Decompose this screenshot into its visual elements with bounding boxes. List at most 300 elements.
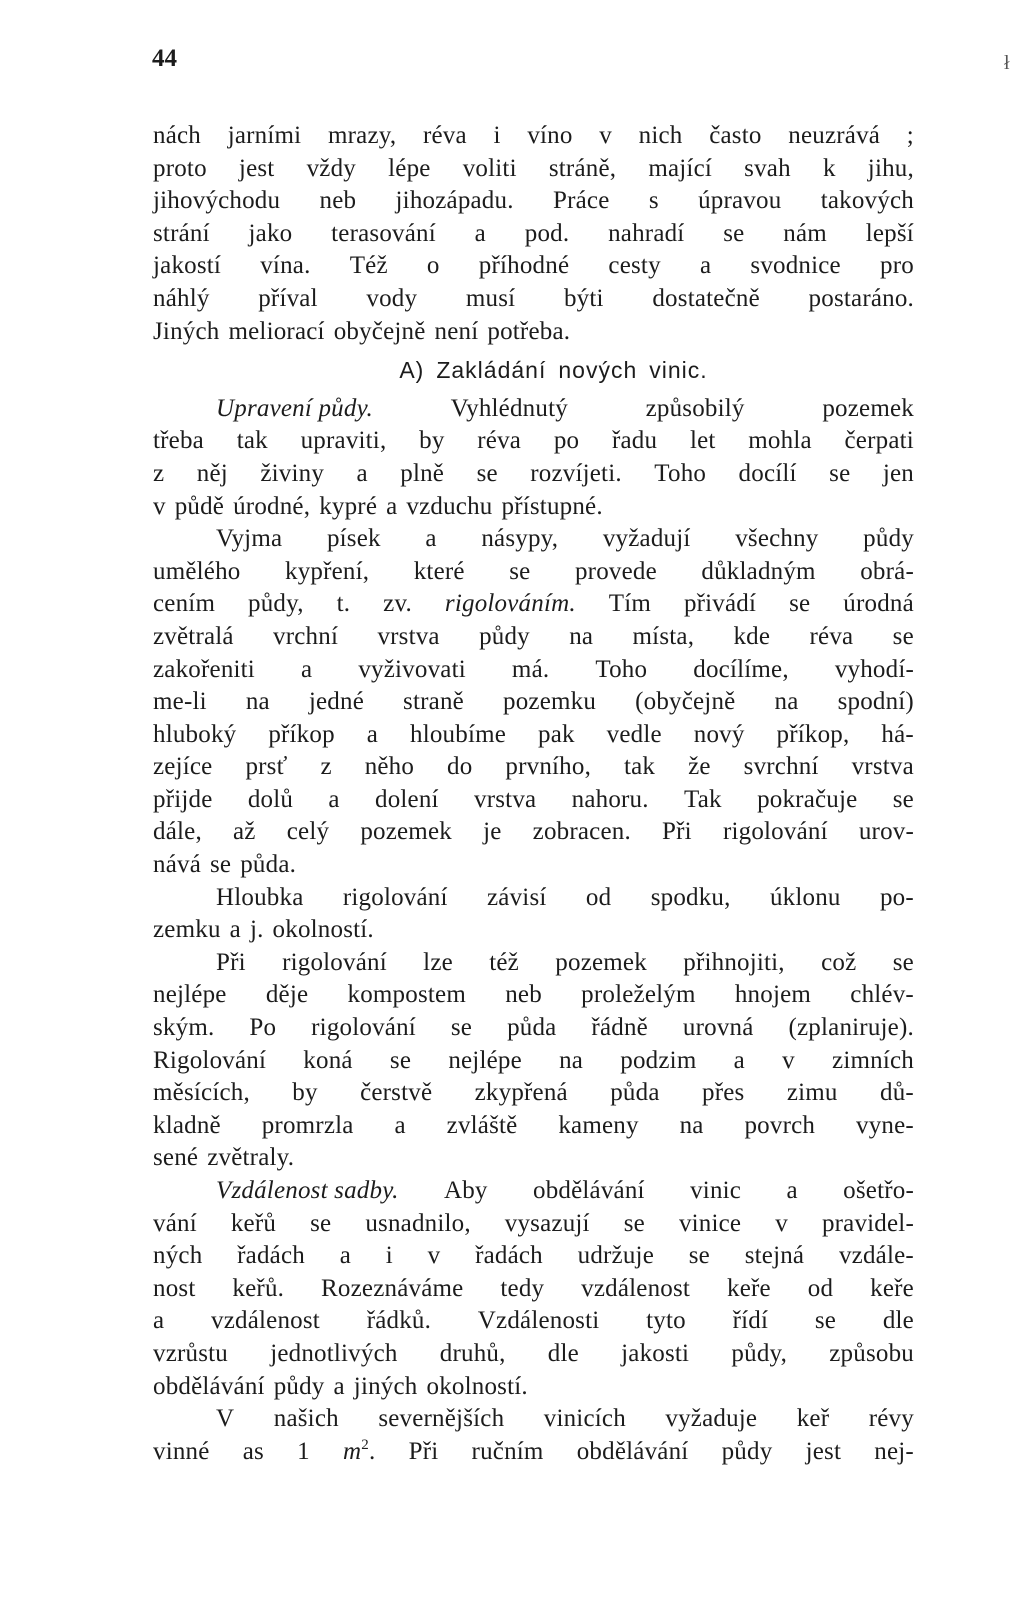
word: svrchní: [743, 753, 819, 781]
word: půda: [610, 1079, 660, 1107]
word: Při: [662, 818, 692, 846]
word: réva: [477, 427, 522, 455]
text-line: [153, 1403, 914, 1436]
word: docílí: [738, 459, 797, 487]
word: od: [585, 883, 612, 911]
word: spodní): [837, 688, 914, 716]
word: rigolování: [722, 818, 828, 846]
word: ných: [153, 1242, 203, 1270]
word: musí: [465, 284, 516, 312]
word: třeba: [153, 427, 204, 455]
word: příkop,: [776, 720, 850, 748]
word: se: [389, 1046, 412, 1074]
word: (zplaniruje).: [788, 1014, 914, 1042]
word: Vzdálenosti: [477, 1307, 600, 1335]
word: se: [476, 459, 498, 487]
word: děje: [265, 981, 309, 1009]
word: Hloubka: [216, 883, 304, 911]
word: se: [892, 622, 914, 650]
word: usnadnilo,: [365, 1209, 471, 1237]
word: proleželým: [581, 981, 696, 1009]
word: keřů.: [232, 1274, 285, 1302]
word: urov-: [858, 818, 914, 846]
word: nám: [783, 219, 827, 247]
word: se: [210, 851, 232, 879]
word: zakořeniti: [153, 655, 255, 683]
word: vyne-: [856, 1111, 914, 1139]
body-text: [153, 120, 914, 1468]
word: zobracen.: [532, 818, 631, 846]
word: se: [688, 1242, 710, 1270]
word: a: [386, 492, 398, 520]
word: pozemek: [555, 948, 647, 976]
word: na: [559, 1046, 584, 1074]
word: se: [310, 1209, 332, 1237]
word: meliorací: [228, 317, 325, 345]
word: se: [814, 1307, 837, 1335]
text-line: [153, 1273, 914, 1306]
word: nách: [153, 122, 201, 149]
word: vyhodí-: [834, 655, 914, 683]
word: a: [301, 655, 313, 683]
text-line: [153, 1436, 914, 1469]
word: A): [399, 357, 425, 384]
word: nejlépe: [448, 1046, 522, 1074]
word: dolů: [247, 785, 294, 813]
text-line: [153, 153, 914, 186]
word: by: [419, 427, 445, 455]
word: k: [822, 154, 836, 182]
word: stejná: [744, 1242, 805, 1270]
text-line: [153, 1077, 914, 1110]
word: a: [333, 1372, 345, 1400]
text-line: [153, 491, 914, 524]
word: vinic.: [649, 357, 708, 384]
text-line: [153, 1371, 914, 1404]
word: se: [450, 1014, 473, 1042]
word: obdělávání: [533, 1177, 645, 1204]
word: jakostí: [153, 252, 222, 280]
word: cesty: [608, 252, 661, 280]
word: takových: [820, 187, 914, 215]
word: pravidel-: [821, 1209, 914, 1237]
word: a: [366, 720, 379, 748]
word: z: [320, 753, 332, 781]
word: není: [434, 317, 479, 345]
word: neb: [319, 187, 357, 215]
word: na: [245, 688, 270, 716]
word: Při: [408, 1437, 439, 1465]
word: má.: [511, 655, 550, 683]
word: též: [489, 948, 519, 976]
word: což: [821, 948, 857, 976]
word: na: [679, 1111, 704, 1139]
word: něj: [196, 459, 228, 487]
word: mající: [648, 154, 713, 182]
word: pak: [538, 720, 575, 748]
word: zimních: [832, 1046, 914, 1074]
word: hnojem: [734, 981, 812, 1009]
word: Zakládání: [436, 357, 547, 384]
word: tak: [236, 427, 268, 455]
word: promrzla: [261, 1111, 354, 1139]
word: víno: [527, 122, 573, 149]
word: v: [427, 1242, 441, 1270]
word: kypré: [319, 492, 378, 520]
word: po: [553, 427, 580, 455]
word: vzduchu: [406, 492, 493, 520]
word: půdy,: [248, 590, 304, 618]
word: pozemek: [360, 818, 452, 846]
word: Po: [249, 1014, 277, 1042]
word: řadu: [611, 427, 658, 455]
word: na: [774, 688, 799, 716]
word: nej-: [874, 1437, 914, 1465]
word: úrodná: [843, 590, 914, 618]
word: které: [413, 557, 465, 585]
word: v: [782, 1046, 795, 1074]
unit-square-meter: [343, 1436, 375, 1469]
text-line: [153, 816, 914, 849]
word: plně: [400, 459, 445, 487]
word: Vyhlédnutý: [450, 394, 568, 422]
text-line: [153, 556, 914, 589]
section-heading: [153, 354, 914, 387]
word: půdy: [721, 1437, 773, 1465]
word: místa,: [632, 622, 695, 650]
word: dolení: [375, 785, 439, 813]
word: živiny: [260, 459, 325, 487]
word: vzrůstu: [153, 1339, 228, 1367]
text-line: [153, 784, 914, 817]
word: docílíme,: [693, 655, 789, 683]
word: let: [689, 427, 716, 455]
word: zkypřená: [474, 1079, 568, 1107]
word: há-: [881, 720, 914, 748]
word: násypy,: [481, 525, 559, 553]
text-line: [153, 393, 914, 426]
word: všechny: [735, 525, 819, 553]
word: Aby: [443, 1177, 488, 1204]
word: nich: [638, 122, 683, 149]
text-line: [153, 250, 914, 283]
word: a: [733, 1046, 745, 1074]
word: půdy,: [731, 1339, 788, 1367]
word: řádků.: [366, 1307, 432, 1335]
word: povrch: [744, 1111, 816, 1139]
text-line: [153, 1142, 914, 1175]
text-line: [153, 719, 914, 752]
text-line: [153, 751, 914, 784]
word: severnějších: [378, 1405, 505, 1433]
text-line: [153, 425, 914, 458]
word: řádně: [591, 1014, 648, 1042]
word: postaráno.: [808, 284, 914, 312]
word: straně: [403, 688, 464, 716]
word: a: [699, 252, 712, 280]
word: vrchní: [273, 622, 339, 650]
text-line: [153, 1110, 914, 1143]
word: Tím: [608, 590, 651, 618]
text-line: [153, 120, 914, 153]
word: upraviti,: [300, 427, 387, 455]
text-line: [153, 588, 914, 621]
word: druhů,: [439, 1339, 506, 1367]
word: úrodné,: [233, 492, 311, 520]
word: okolností.: [426, 1372, 528, 1400]
word: sené: [153, 1144, 199, 1172]
word: že: [688, 753, 711, 781]
text-line: [153, 686, 914, 719]
word: půda: [507, 1014, 557, 1042]
word: okolností.: [272, 916, 374, 944]
word: ským.: [153, 1014, 215, 1042]
edge-mark: ł: [1004, 52, 1010, 74]
word: tedy: [500, 1274, 545, 1302]
word: býti: [563, 284, 604, 312]
word: půda.: [240, 851, 297, 879]
word: přihnojiti,: [683, 948, 785, 976]
word: se: [623, 1209, 645, 1237]
word: nových: [558, 357, 638, 384]
word: a: [229, 916, 241, 944]
word: příval: [258, 284, 318, 312]
word: celý: [286, 818, 330, 846]
word: pozemek: [822, 394, 914, 422]
word: koná: [303, 1046, 353, 1074]
word: keřů: [230, 1209, 277, 1237]
word: v: [153, 492, 166, 520]
word: řadách: [237, 1242, 305, 1270]
word: čerstvě: [360, 1079, 433, 1107]
word: měsících,: [153, 1079, 250, 1107]
word: jihu,: [867, 154, 914, 182]
word: se: [723, 219, 745, 247]
word: Rigolování: [153, 1046, 267, 1074]
word: zv.: [383, 590, 412, 618]
word: jako: [248, 219, 293, 247]
word: 1: [297, 1437, 310, 1465]
word: lepší: [865, 219, 914, 247]
word: hluboký: [153, 720, 237, 748]
word: svodnice: [750, 252, 841, 280]
text-line: [153, 218, 914, 251]
word: o: [426, 252, 440, 280]
word: svah: [744, 154, 791, 182]
word: rigolování: [282, 948, 387, 976]
word: rozvíjeti.: [530, 459, 622, 487]
word: Při: [216, 948, 246, 976]
word: pro: [880, 252, 914, 280]
word: udržuje: [577, 1242, 654, 1270]
word: a: [328, 785, 340, 813]
text-line: [153, 914, 914, 947]
paragraph-heading: Vzdálenost sadby.: [216, 1177, 399, 1204]
word: umělého: [153, 557, 241, 585]
word: dostatečně: [652, 284, 760, 312]
word: zemku: [153, 916, 221, 944]
word: půdy: [273, 1372, 325, 1400]
word: až: [233, 818, 256, 846]
text-line: [153, 1208, 914, 1241]
word: neb: [505, 981, 542, 1009]
word: obyčejně: [333, 317, 426, 345]
word: urovná: [682, 1014, 754, 1042]
word: z: [153, 459, 165, 487]
word: neuzrává: [788, 122, 881, 149]
word: vody: [366, 284, 418, 312]
word: nahradí: [608, 219, 685, 247]
paragraph-heading: Upravení půdy.: [216, 394, 373, 422]
word: vína.: [260, 252, 311, 280]
word: Toho: [595, 655, 648, 683]
word: a: [356, 459, 368, 487]
word: vrstva: [377, 622, 440, 650]
word: se: [509, 557, 531, 585]
word: vyžadují: [602, 525, 691, 553]
word: a: [425, 525, 437, 553]
word: Toho: [654, 459, 707, 487]
text-line: [153, 1012, 914, 1045]
word: mrazy,: [327, 122, 397, 149]
word: nává: [153, 851, 201, 879]
word: potřeba.: [487, 317, 571, 345]
word: příhodné: [478, 252, 570, 280]
unit-period: .: [368, 1437, 376, 1465]
word: a: [474, 219, 486, 247]
text-line: [153, 523, 914, 556]
word: do: [447, 753, 473, 781]
word: jedné: [308, 688, 364, 716]
text-line: [153, 1175, 914, 1208]
word: Práce: [552, 187, 610, 215]
word: se: [829, 459, 851, 487]
word: řadách: [475, 1242, 543, 1270]
word: proto: [153, 154, 207, 182]
word: kompostem: [347, 981, 466, 1009]
word: podzim: [620, 1046, 697, 1074]
word: keře: [870, 1274, 914, 1302]
word: obrá-: [860, 557, 914, 585]
word: me-li: [153, 688, 207, 716]
word: rigolování: [342, 883, 448, 911]
word: terasování: [331, 219, 436, 247]
word: dů-: [880, 1079, 914, 1107]
word: zimu: [786, 1079, 838, 1107]
page-number: 44: [152, 45, 177, 72]
word: nahoru.: [571, 785, 649, 813]
word: (obyčejně: [635, 688, 736, 716]
word: obdělávání: [153, 1372, 265, 1400]
word: v: [599, 122, 612, 149]
word: přivádí: [683, 590, 757, 618]
word: provede: [574, 557, 657, 585]
word: réva: [809, 622, 854, 650]
word: náhlý: [153, 284, 210, 312]
word: jiných: [353, 1372, 418, 1400]
word: vinice: [678, 1209, 742, 1237]
word: úklonu: [769, 883, 841, 911]
word: réva: [422, 122, 467, 149]
text-line: [153, 621, 914, 654]
word: vzdálenost: [581, 1274, 691, 1302]
word: rigolováním.: [444, 590, 576, 618]
word: po-: [879, 883, 914, 911]
unit-exponent: 2: [361, 1436, 369, 1453]
word: j.: [249, 916, 264, 944]
text-line: [153, 947, 914, 980]
text-line: [153, 316, 914, 349]
word: strání: [153, 219, 210, 247]
word: jarními: [227, 122, 302, 149]
word: příkop: [268, 720, 335, 748]
word: Rozeznáváme: [321, 1274, 464, 1302]
word: vzdále-: [838, 1242, 914, 1270]
word: našich: [273, 1405, 339, 1433]
word: keře: [727, 1274, 771, 1302]
word: v: [775, 1209, 788, 1237]
word: zvláště: [446, 1111, 518, 1139]
word: révy: [868, 1405, 914, 1433]
word: kladně: [153, 1111, 221, 1139]
word: vysazují: [504, 1209, 590, 1237]
word: ručním: [471, 1437, 544, 1465]
word: Vyjma: [216, 525, 283, 553]
word: závisí: [487, 883, 547, 911]
word: s: [648, 187, 659, 215]
word: dle: [547, 1339, 579, 1367]
word: jakosti: [621, 1339, 690, 1367]
word: kameny: [558, 1111, 639, 1139]
word: kypření,: [285, 557, 370, 585]
word: nový: [693, 720, 745, 748]
word: by: [292, 1079, 318, 1107]
word: způsobilý: [645, 394, 745, 422]
word: vždy: [306, 154, 356, 182]
word: důkladným: [701, 557, 816, 585]
word: vrstva: [851, 753, 914, 781]
word: vyžaduje: [665, 1405, 758, 1433]
word: zvětraly.: [207, 1144, 295, 1172]
word: cením: [153, 590, 216, 618]
word: jednotlivých: [270, 1339, 398, 1367]
word: od: [807, 1274, 834, 1302]
word: něho: [364, 753, 415, 781]
word: t.: [336, 590, 351, 618]
word: chlév-: [850, 981, 914, 1009]
word: se: [892, 785, 914, 813]
word: jihozápadu.: [395, 187, 514, 215]
word: prvního,: [505, 753, 592, 781]
word: zejíce: [153, 753, 213, 781]
word: zvětralá: [153, 622, 234, 650]
word: dle: [882, 1307, 914, 1335]
word: voliti: [462, 154, 517, 182]
word: půdě: [174, 492, 225, 520]
word: mohla: [748, 427, 812, 455]
word: řídí: [732, 1307, 769, 1335]
word: rigolování: [311, 1014, 416, 1042]
text-line: [153, 1338, 914, 1371]
word: nost: [153, 1274, 196, 1302]
text-line: [153, 185, 914, 218]
word: keř: [796, 1405, 830, 1433]
word: as: [242, 1437, 264, 1465]
word: prsť: [245, 753, 288, 781]
word: vání: [153, 1209, 197, 1237]
word: a: [394, 1111, 406, 1139]
word: nejlépe: [153, 981, 227, 1009]
